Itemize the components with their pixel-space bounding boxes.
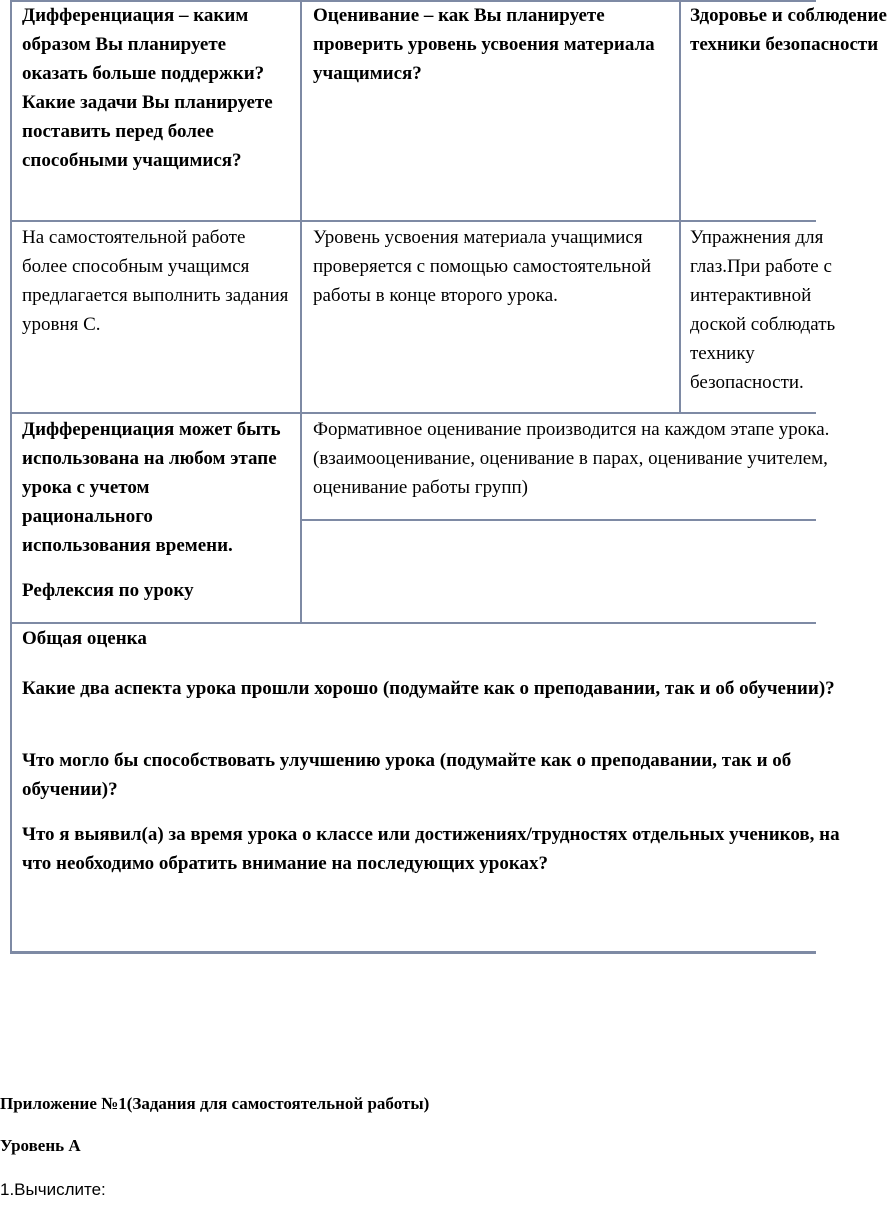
summary-title: Общая оценка xyxy=(22,628,147,649)
appendix-task: 1.Вычислите: xyxy=(0,1180,106,1199)
appendix-title: Приложение №1(Задания для самостоятельной работы) xyxy=(0,1094,430,1113)
row-divider-2 xyxy=(10,412,816,414)
summary-question-1: Какие два аспекта урока прошли хорошо (подумайте как о преподавании, так и об обучении)? xyxy=(22,678,835,699)
row1-assessment: Уровень усвоения материала учащимися проверяется с помощью самостоятельной работы в конце второго урока. xyxy=(313,227,652,306)
summary-question-2: Что могло бы способствовать улучшению урока (подумайте как о преподавании, так и об обучении)? xyxy=(22,750,792,800)
header-assessment: Оценивание – как Вы планируете проверить уровень усвоения материала учащимися? xyxy=(313,5,655,84)
header-health: Здоровье и соблюдение техники безопасности xyxy=(690,5,887,55)
header-differentiation: Дифференциация – каким образом Вы планируете оказать больше поддержки? Какие задачи Вы планируете поставить перед более способными учащимися? xyxy=(22,5,273,171)
appendix-level: Уровень А xyxy=(0,1136,81,1155)
row1-differentiation: На самостоятельной работе более способным учащимся предлагается выполнить задания уровня С. xyxy=(22,227,289,335)
reflection-label: Рефлексия по уроку xyxy=(22,580,194,601)
row2-assessment: Формативное оценивание производится на каждом этапе урока. (взаимооценивание, оценивание в парах, оценивание учителем, оценивание работы групп) xyxy=(313,419,830,498)
col-divider-2 xyxy=(679,0,681,413)
row1-health: Упражнения для глаз.При работе с интерактивной доской соблюдать технику безопасности. xyxy=(690,227,836,393)
row-divider-sub xyxy=(300,519,816,521)
col-divider-1 xyxy=(300,0,302,623)
row-divider-1 xyxy=(10,220,816,222)
table-border-bottom xyxy=(10,951,816,954)
table-border-left xyxy=(10,0,12,954)
row2-differentiation: Дифференциация может быть использована на любом этапе урока с учетом рационального использования времени. xyxy=(22,419,281,556)
summary-question-3: Что я выявил(а) за время урока о классе или достижениях/трудностях отдельных учеников, на что необходимо обратить внимание на последующих уроках? xyxy=(22,824,840,874)
